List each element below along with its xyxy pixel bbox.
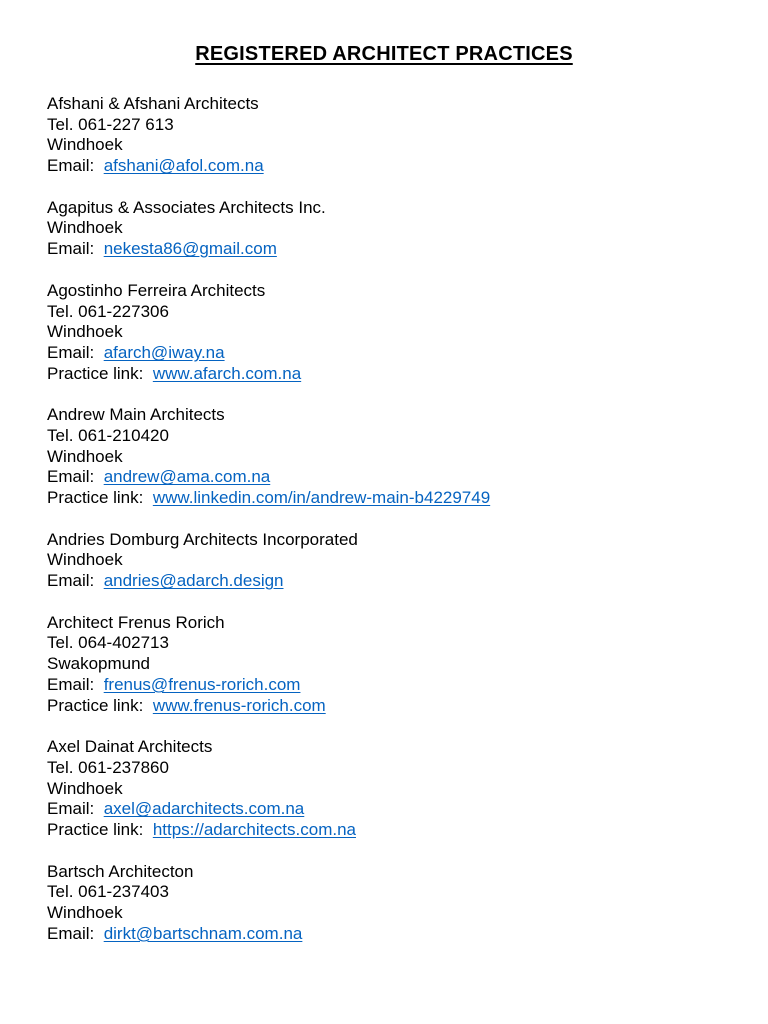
email-link[interactable]: afarch@iway.na [103,342,225,362]
email-link[interactable]: dirkt@bartschnam.com.na [103,923,303,943]
practice-entry [47,405,747,508]
practice-link-line [47,820,747,841]
email-line [47,343,747,364]
email-line-label: Email: [47,571,95,591]
practice-phone: Tel. 061-237860 [47,757,169,777]
practice-link-line [47,488,747,509]
practice-link-line-label: Practice link: [47,695,144,715]
email-link[interactable]: afshani@afol.com.na [103,156,264,176]
practice-name: Andries Domburg Architects Incorporated [47,529,358,549]
practice-link-line-label: Practice link: [47,488,144,507]
practice-phone: Tel. 061-227 613 [47,114,174,134]
email-line [47,675,747,696]
practice-link-line [47,696,747,717]
practice-phone: Tel. 061-237403 [47,882,169,902]
email-line-label: Email: [47,467,95,487]
practice-city: Windhoek [47,778,123,798]
practice-name: Afshani & Afshani Architects [47,94,259,113]
practice-list [47,94,747,965]
practice-name: Andrew Main Architects [47,405,225,425]
practice-city: Windhoek [47,218,123,238]
page-title: REGISTERED ARCHITECT PRACTICES [195,43,573,65]
practice-name: Axel Dainat Architects [47,737,213,757]
email-line [47,156,747,177]
email-line-label: Email: [47,342,95,362]
email-line-label: Email: [47,799,95,819]
practice-link[interactable]: www.linkedin.com/in/andrew-main-b4229749 [152,488,491,507]
email-line-label: Email: [47,923,95,943]
practice-link[interactable]: www.afarch.com.na [152,363,302,383]
practice-entry [47,198,747,260]
email-line-label: Email: [47,156,95,176]
practice-phone: Tel. 061-227306 [47,301,169,321]
practice-entry [47,737,747,840]
practice-link-line [47,364,747,385]
practice-city: Swakopmund [47,654,151,674]
practice-city: Windhoek [47,903,123,922]
practice-city: Windhoek [47,550,123,570]
email-line [47,924,747,945]
practice-entry [47,613,747,716]
practice-link[interactable]: www.frenus-rorich.com [152,695,326,715]
practice-link[interactable]: https://adarchitects.com.na [152,819,356,839]
email-link[interactable]: axel@adarchitects.com.na [103,799,305,819]
practice-name: Agostinho Ferreira Architects [47,280,266,300]
practice-city: Windhoek [47,446,123,466]
email-line [47,799,747,820]
practice-entry [47,530,747,592]
practice-entry [47,862,747,945]
practice-name: Bartsch Architecton [47,861,194,881]
email-line [47,467,747,488]
practice-link-line-label: Practice link: [47,819,144,839]
practice-city: Windhoek [47,322,123,342]
practice-name: Architect Frenus Rorich [47,612,225,632]
practice-name: Agapitus & Associates Architects Inc. [47,197,326,217]
practice-phone: Tel. 061-210420 [47,425,169,445]
email-link[interactable]: nekesta86@gmail.com [103,239,277,259]
email-link[interactable]: andrew@ama.com.na [103,467,271,487]
email-line [47,239,747,260]
practice-phone: Tel. 064-402713 [47,633,169,653]
practice-entry [47,281,747,384]
email-line [47,571,747,592]
email-link[interactable]: andries@adarch.design [103,571,284,591]
email-line-label: Email: [47,239,95,259]
email-link[interactable]: frenus@frenus-rorich.com [103,674,301,694]
practice-entry [47,94,747,177]
practice-city: Windhoek [47,135,123,155]
email-line-label: Email: [47,674,95,694]
practice-link-line-label: Practice link: [47,363,144,383]
